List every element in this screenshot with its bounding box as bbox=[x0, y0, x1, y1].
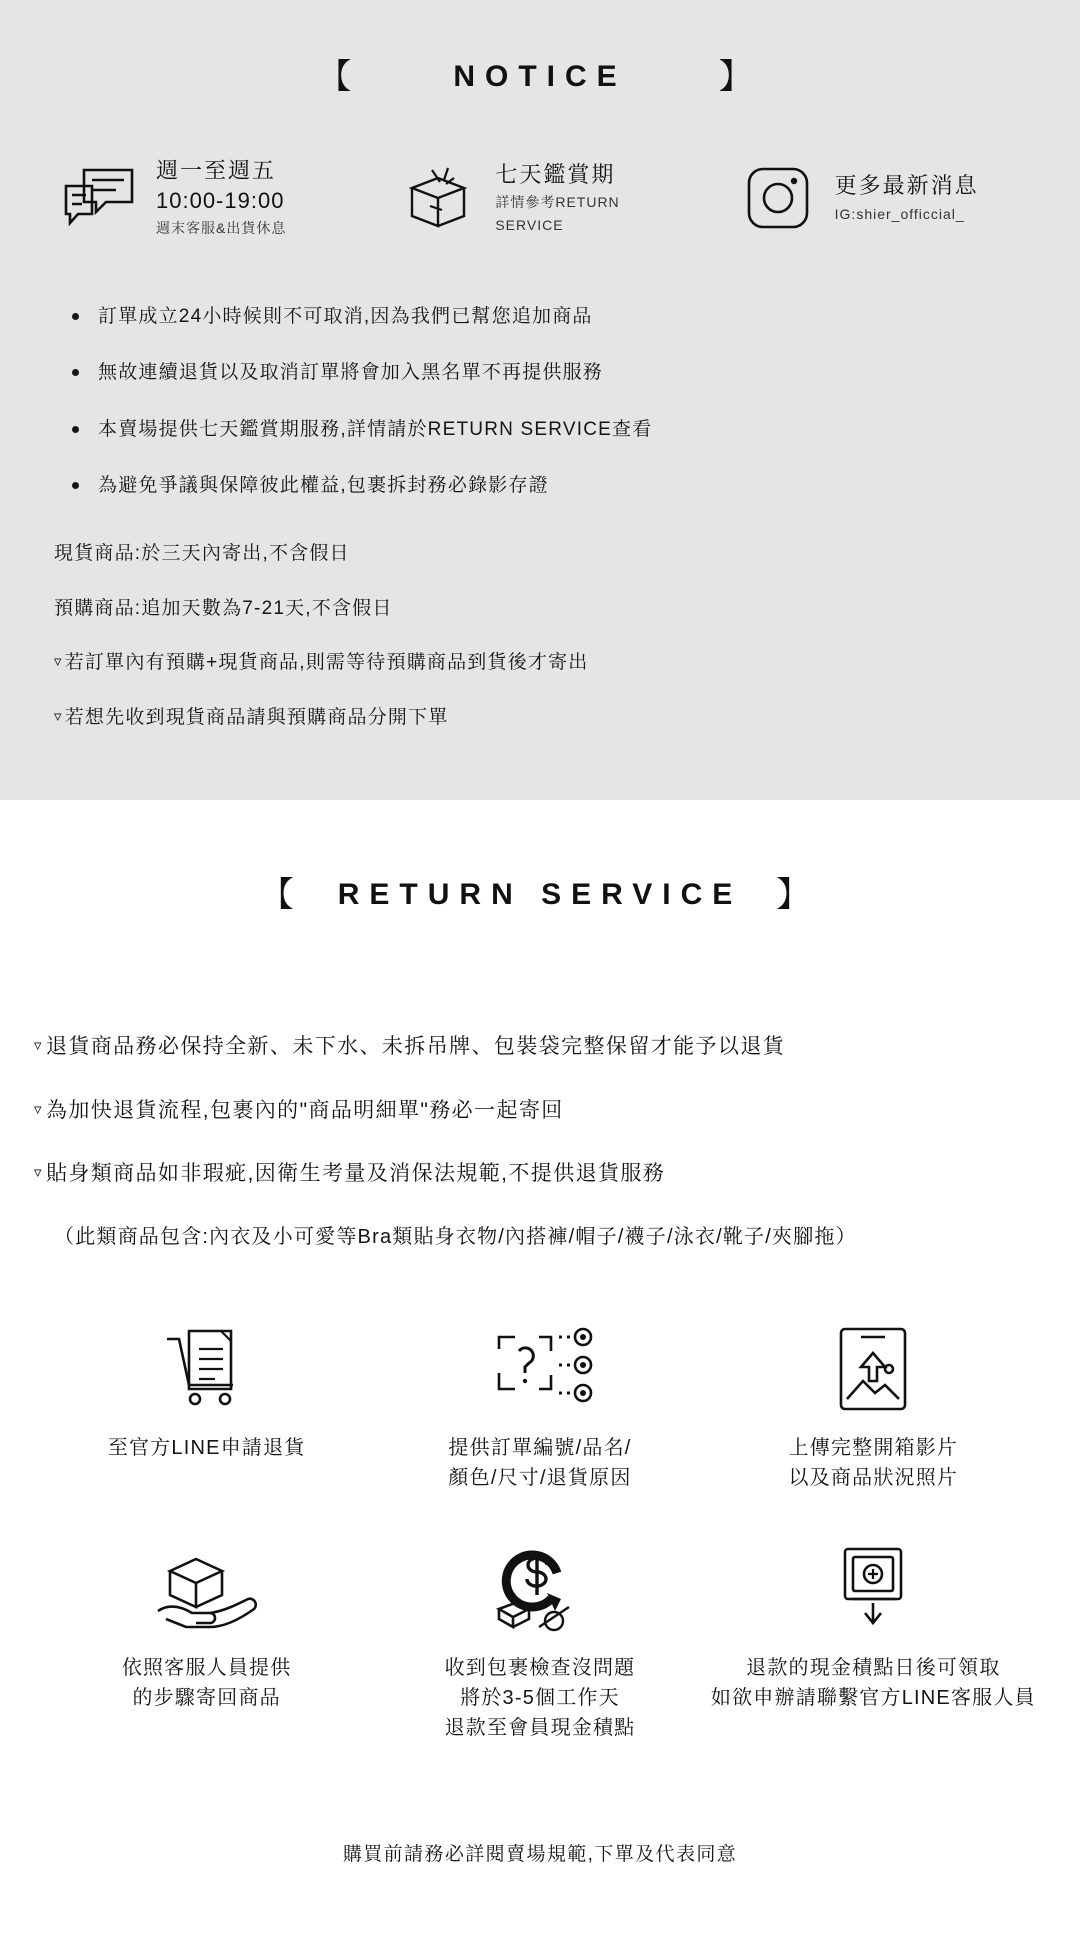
info-line-1: 七天鑑賞期 bbox=[495, 161, 616, 187]
note-line: ▿ 若訂單內有預購+現貨商品,則需等待預購商品到貨後才寄出 bbox=[54, 648, 1080, 678]
notice-title bbox=[0, 60, 1080, 94]
bracket-right-icon: 】 bbox=[718, 58, 763, 96]
info-line-3: IG:shier_officcial_ bbox=[834, 205, 965, 222]
notice-bullet-list bbox=[0, 302, 1080, 502]
return-steps-grid bbox=[0, 1305, 1080, 1765]
bracket-right-icon: 】 bbox=[776, 876, 821, 914]
info-line-1: 週一至週五 bbox=[156, 158, 277, 183]
hand-box-icon bbox=[152, 1539, 262, 1635]
shopping-cart-document-icon bbox=[159, 1319, 255, 1415]
step-label: 上傳完整開箱影片 以及商品狀況照片 bbox=[788, 1436, 959, 1489]
return-policy-notes bbox=[0, 1030, 1080, 1253]
note-line: ▿ 為加快退貨流程,包裹內的"商品明細單"務必一起寄回 bbox=[34, 1094, 1080, 1128]
info-item-text bbox=[835, 171, 979, 225]
info-item-text bbox=[495, 160, 680, 236]
step-label: 收到包裹檢查沒問題 將於3-5個工作天 退款至會員現金積點 bbox=[444, 1656, 636, 1739]
atm-cash-icon bbox=[827, 1539, 919, 1635]
return-service-title bbox=[0, 878, 1080, 912]
note-line: 預購商品:追加天數為7-21天,不含假日 bbox=[54, 597, 393, 619]
info-item-service-hours bbox=[60, 156, 341, 240]
info-line-1: 更多最新消息 bbox=[834, 172, 979, 198]
chat-bubbles-icon bbox=[60, 159, 138, 237]
note-line: ▿ 退貨商品務必保持全新、未下水、未拆吊牌、包裝袋完整保留才能予以退貨 bbox=[34, 1030, 1080, 1064]
refund-dollar-icon bbox=[485, 1539, 595, 1635]
bracket-left-icon: 【 bbox=[317, 58, 362, 96]
info-line-2: 10:00-19:00 bbox=[156, 187, 285, 213]
step-label: 退款的現金積點日後可領取 如欲申辦請聯繫官方LINE客服人員 bbox=[710, 1656, 1036, 1709]
page-title: NOTICE bbox=[453, 60, 627, 93]
notice-shipping-notes bbox=[0, 539, 1080, 733]
bracket-left-icon: 【 bbox=[259, 876, 304, 914]
list-item: 為避免爭議與保障彼此權益,包裹拆封務必錄影存證 bbox=[72, 471, 1080, 501]
info-line-3: 詳情參考RETURN SERVICE bbox=[495, 194, 620, 233]
note-line: ▿ 若想先收到現貨商品請與預購商品分開下單 bbox=[54, 703, 1080, 733]
list-item: 本賣場提供七天鑑賞期服務,詳情請於RETURN SERVICE查看 bbox=[72, 415, 1080, 445]
step-provide-order-info bbox=[373, 1305, 706, 1515]
section-heading: RETURN SERVICE bbox=[337, 878, 743, 911]
note-line: 現貨商品:於三天內寄出,不含假日 bbox=[54, 543, 350, 565]
notice-section bbox=[0, 0, 1080, 800]
notice-info-row bbox=[0, 156, 1080, 240]
step-withdraw-points bbox=[707, 1525, 1040, 1765]
note-sub-line: （此類商品包含:內衣及小可愛等Bra類貼身衣物/內搭褲/帽子/襪子/泳衣/靴子/夾腳拖） bbox=[54, 1225, 857, 1248]
info-item-inspection-period bbox=[399, 156, 680, 240]
note-line: ▿ 貼身類商品如非瑕疵,因衛生考量及消保法規範,不提供退貨服務 bbox=[34, 1157, 1080, 1191]
step-label: 依照客服人員提供 的步驟寄回商品 bbox=[121, 1656, 292, 1709]
return-service-section bbox=[0, 800, 1080, 1958]
step-label: 提供訂單編號/品名/ 顏色/尺寸/退貨原因 bbox=[448, 1436, 632, 1489]
instagram-icon bbox=[739, 159, 817, 237]
open-box-icon bbox=[399, 159, 477, 237]
info-item-text bbox=[156, 156, 286, 240]
footer-note: 購買前請務必詳閱賣場規範,下單及代表同意 bbox=[342, 1843, 738, 1865]
list-item: 無故連續退貨以及取消訂單將會加入黑名單不再提供服務 bbox=[72, 358, 1080, 388]
upload-photo-icon bbox=[827, 1319, 919, 1415]
list-item: 訂單成立24小時候則不可取消,因為我們已幫您追加商品 bbox=[72, 302, 1080, 332]
info-item-instagram[interactable] bbox=[739, 156, 1020, 240]
step-apply-via-line bbox=[40, 1305, 373, 1515]
step-label: 至官方LINE申請退貨 bbox=[107, 1436, 306, 1459]
question-box-targets-icon bbox=[485, 1319, 595, 1415]
step-upload-unboxing-video bbox=[707, 1305, 1040, 1515]
info-line-3: 週末客服&出貨休息 bbox=[156, 220, 287, 237]
step-refund-processing bbox=[373, 1525, 706, 1765]
step-ship-back bbox=[40, 1525, 373, 1765]
